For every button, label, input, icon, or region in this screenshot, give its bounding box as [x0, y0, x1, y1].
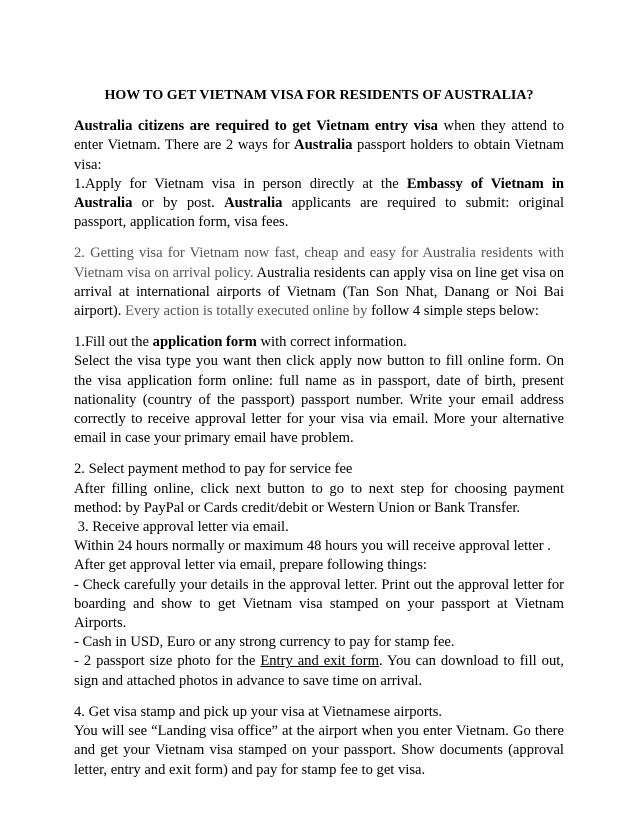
document-page — [74, 86, 564, 780]
way-1-text-c: applicants are required to submit: original passport, application form, visa fees. — [74, 195, 564, 231]
step-4-body: You will see “Landing visa office” at the airport when you enter Vietnam. Go there and get your Vietnam visa stamped on your passport. Show documents (approval letter, entry and exit form) and pay for stamp fee to get visa. — [74, 723, 564, 778]
step-1-body: Select the visa type you want then click apply now button to fill online form. On the visa application form online: full name as in passport, date of birth, present nationality (country of the passport) passport number. Write your email address correctly to receive approval letter for your visa via email. More your alternative email in case your primary email have problem. — [74, 353, 564, 447]
way-2-text-b: Australia residents can apply visa on line get visa on arrival at international airports of Vietnam (Tan Son Nhat, Danang or Noi Bai airport). — [74, 264, 565, 320]
way-1-text-b: or by post. — [132, 195, 225, 212]
step-1-text-a: 1.Fill out the — [74, 334, 153, 351]
way-1-paragraph — [74, 175, 564, 233]
way-2-paragraph — [74, 244, 564, 321]
step-3-line-5 — [74, 652, 564, 690]
way-1-text-a: 1.Apply for Vietnam visa in person directly at the — [74, 175, 407, 192]
step-3-line-5-a: - 2 passport size photo for the — [74, 653, 261, 670]
way-2-text-a: 2. Getting visa for Vietnam now fast, cheap and easy for Australia residents with Vietnam visa on arrival policy. — [74, 245, 564, 281]
intro-paragraph — [74, 117, 564, 175]
step-3-line-5-b: . You can download to fill out, sign and attached photos in advance to save time on arrival. — [74, 653, 564, 689]
intro-bold-australia: Australia — [294, 137, 353, 154]
step-2-body: After filling online, click next button to go to next step for choosing payment method: by PayPal or Cards credit/debit or Western Union or Bank Transfer. — [74, 480, 564, 516]
step-3-heading: 3. Receive approval letter via email. — [74, 519, 289, 536]
way-2-text-c: Every action is totally executed online by — [125, 303, 372, 320]
entry-exit-form-link[interactable]: Entry and exit form — [260, 653, 379, 670]
intro-text-1: when they attend to enter Vietnam. There are 2 ways for — [74, 118, 565, 154]
way-2-text-d: follow 4 simple steps below: — [371, 303, 539, 320]
step-4-heading: 4. Get visa stamp and pick up your visa at Vietnamese airports. — [74, 703, 443, 720]
step-3-line-3: - Check carefully your details in the approval letter. Print out the approval letter for boarding and show to get Vietnam visa stamped on your passport at Vietnam Airports. — [74, 576, 564, 632]
step-1-heading — [74, 333, 564, 352]
step-3-line-4: - Cash in USD, Euro or any strong currency to pay for stamp fee. — [74, 634, 455, 651]
step-3-line-1: Within 24 hours normally or maximum 48 hours you will receive approval letter . — [74, 538, 551, 555]
intro-text-2: passport holders to obtain Vietnam visa: — [74, 137, 564, 173]
application-form-link[interactable]: application form — [152, 334, 257, 351]
page-title: HOW TO GET VIETNAM VISA FOR RESIDENTS OF AUSTRALIA? — [104, 88, 534, 103]
embassy-link[interactable]: Embassy of Vietnam in Australia — [74, 175, 564, 212]
way-1-bold-australia: Australia — [224, 195, 283, 212]
step-2-heading: 2. Select payment method to pay for service fee — [74, 461, 353, 478]
step-1-text-b: with correct information. — [256, 334, 407, 351]
step-3-line-2: After get approval letter via email, prepare following things: — [74, 557, 427, 574]
intro-bold-lead: Australia citizens are required to get Vietnam entry visa — [74, 118, 438, 135]
